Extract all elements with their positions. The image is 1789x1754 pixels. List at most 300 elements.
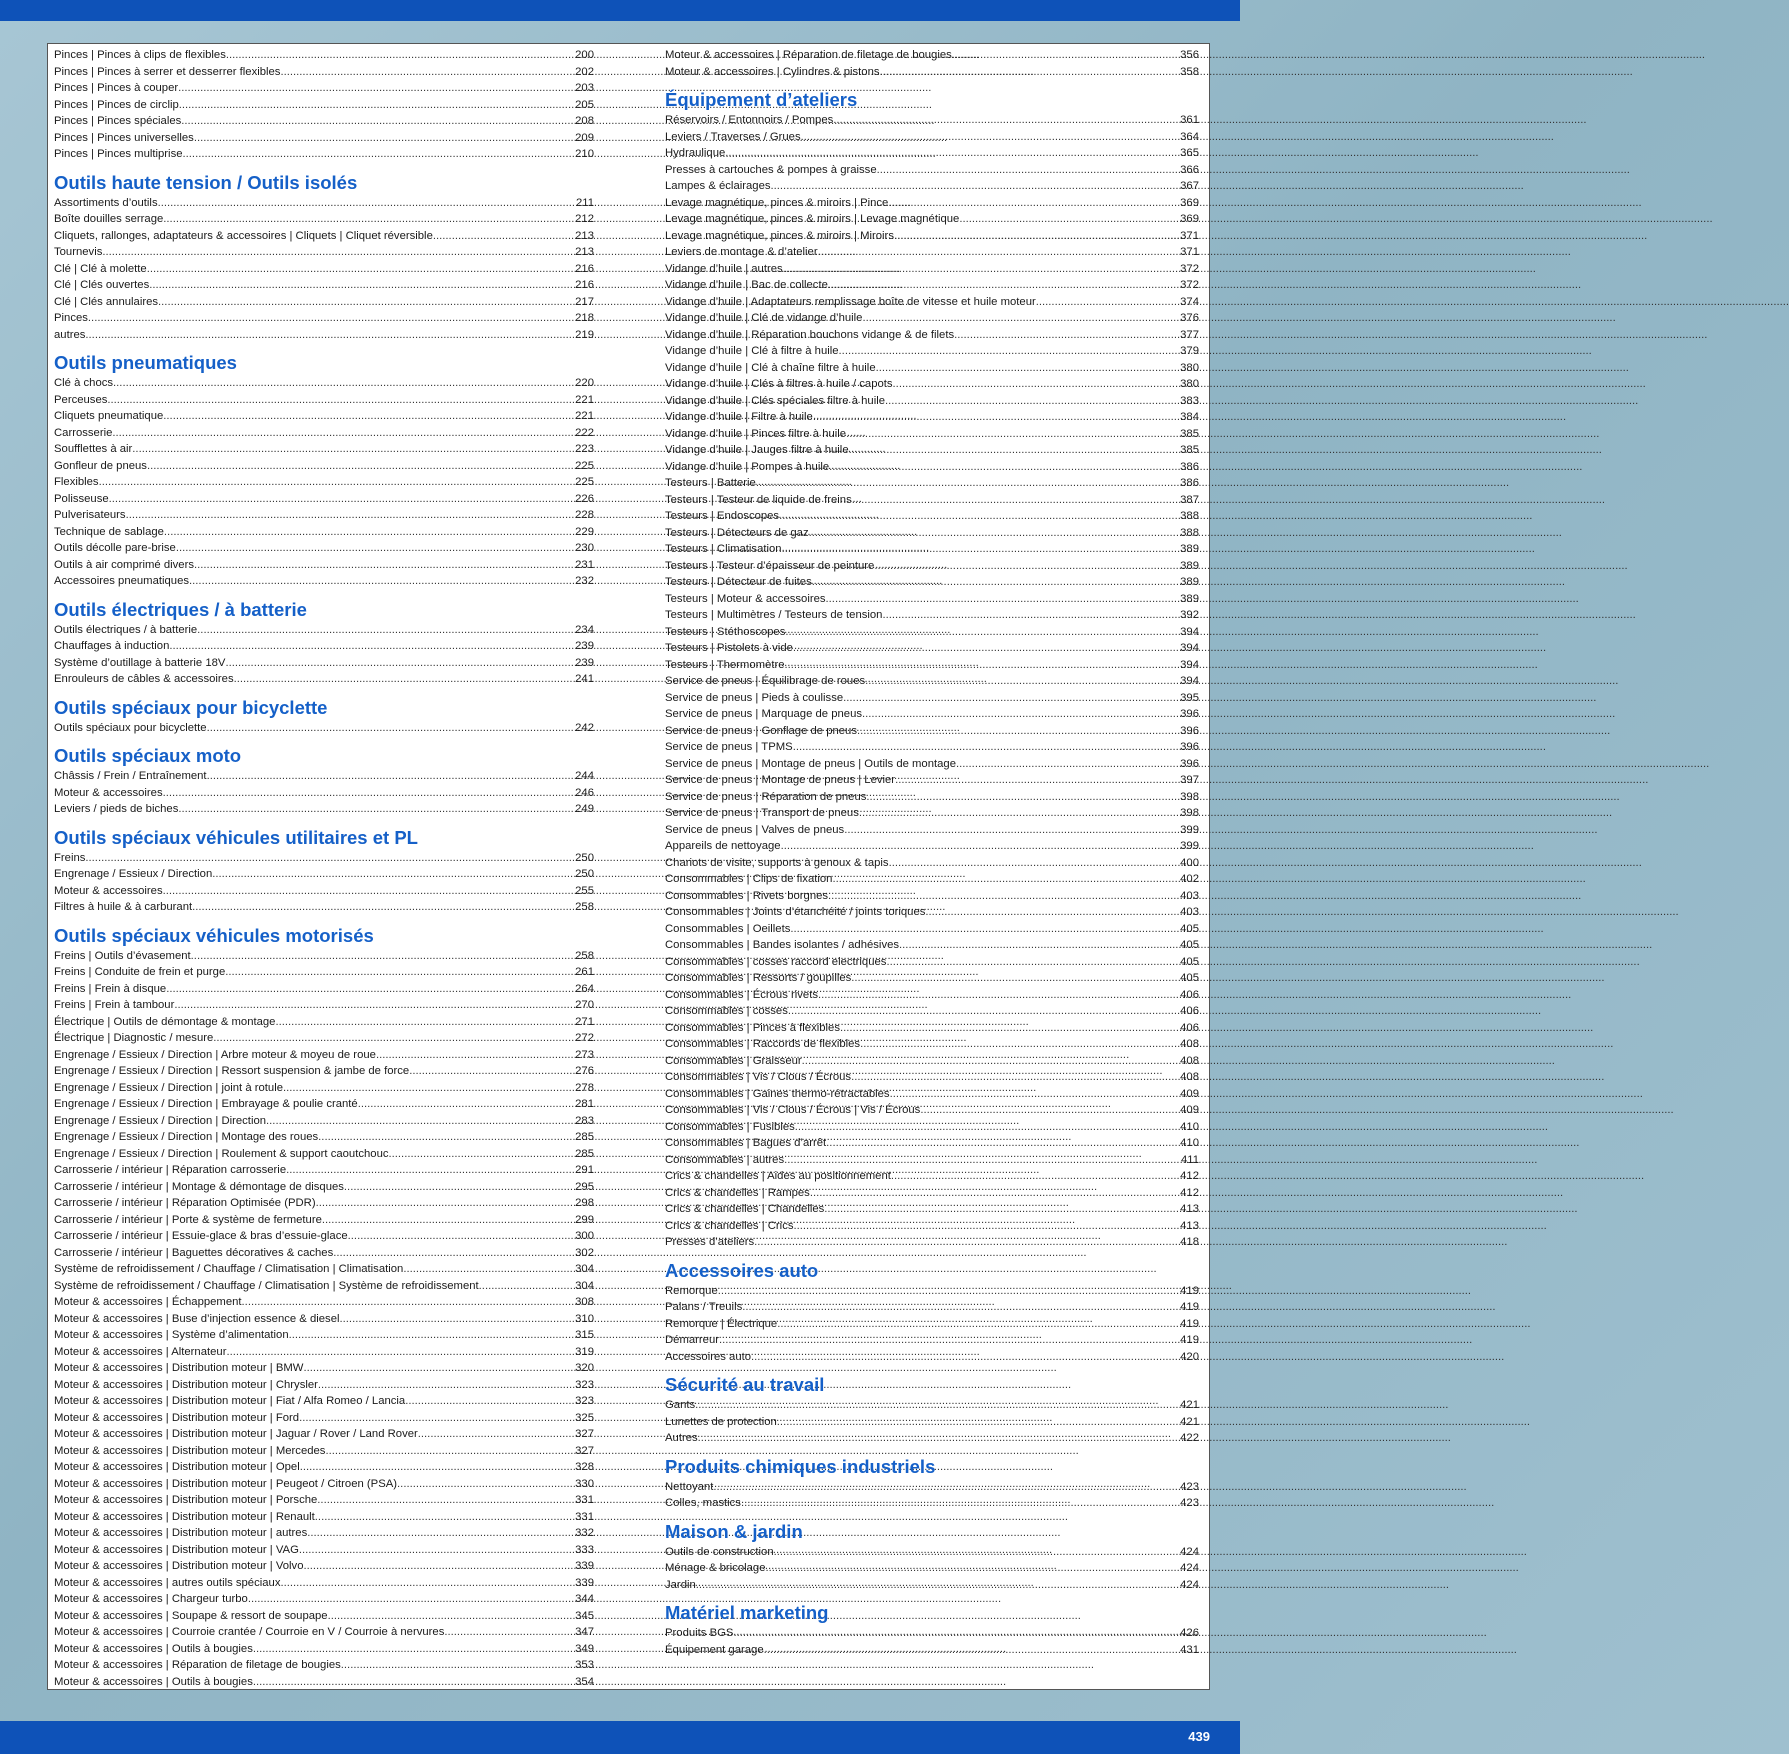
index-entry[interactable] — [665, 574, 1199, 591]
dot-leader — [179, 97, 575, 114]
dot-leader — [843, 690, 1180, 707]
index-entry[interactable] — [54, 638, 594, 655]
index-entry[interactable] — [54, 1624, 594, 1641]
index-entry[interactable] — [54, 1195, 594, 1212]
entry-label: Boîte douilles serrage — [54, 213, 164, 225]
index-entry[interactable] — [665, 904, 1199, 921]
entry-label: Moteur & accessoires | Soupape & ressort de soupape — [54, 1609, 328, 1622]
index-entry[interactable] — [665, 1135, 1199, 1152]
index-entry[interactable] — [665, 294, 1199, 311]
index-entry[interactable] — [665, 244, 1199, 261]
index-entry[interactable] — [665, 723, 1199, 740]
section-title: Outils spéciaux pour bicyclette — [54, 696, 328, 718]
index-entry[interactable] — [54, 1179, 594, 1196]
index-entry[interactable] — [54, 801, 594, 818]
entry-label: autres — [54, 328, 86, 341]
entry-page-number: 399 — [1180, 823, 1199, 836]
index-entry[interactable] — [665, 47, 1199, 64]
entry-page-number: 424 — [1180, 1578, 1199, 1591]
index-entry[interactable] — [665, 1003, 1199, 1020]
entry-page-number: 328 — [575, 1461, 594, 1473]
index-entry[interactable] — [665, 1414, 1199, 1431]
entry-page-number: 424 — [1180, 1545, 1199, 1558]
index-entry[interactable] — [54, 1030, 594, 1047]
entry-label: Perceuses — [54, 393, 108, 406]
dot-leader — [194, 130, 575, 147]
dot-leader — [741, 1495, 1180, 1512]
dot-leader — [765, 1560, 1180, 1577]
index-entry[interactable] — [54, 1129, 594, 1146]
index-entry[interactable] — [665, 162, 1199, 179]
entry-label: Testeurs | Détecteur de fuites — [665, 576, 812, 588]
index-entry[interactable] — [54, 1080, 594, 1097]
index-entry[interactable] — [54, 573, 594, 590]
index-entry[interactable] — [54, 948, 594, 965]
entry-page-number: 413 — [1180, 1203, 1199, 1215]
entry-page-number: 249 — [575, 803, 594, 815]
dot-leader — [1036, 294, 1180, 311]
dot-leader — [874, 558, 1180, 575]
entry-page-number: 379 — [1180, 345, 1199, 357]
dot-leader — [328, 1608, 576, 1625]
dot-leader — [213, 1030, 575, 1047]
entry-label: Châssis / Frein / Entraînement — [54, 770, 207, 782]
dot-leader — [793, 640, 1180, 657]
index-entry[interactable] — [54, 1063, 594, 1080]
index-entry[interactable] — [54, 294, 594, 311]
entry-page-number: 392 — [1180, 609, 1199, 621]
dot-leader — [191, 948, 575, 965]
index-entry[interactable] — [54, 981, 594, 998]
entry-label: Testeurs | Détecteurs de gaz — [665, 526, 809, 539]
dot-leader — [318, 1377, 575, 1394]
entry-label: Leviers de montage & d’atelier — [665, 246, 818, 258]
index-entry[interactable] — [54, 1360, 594, 1377]
index-entry[interactable] — [665, 1102, 1199, 1119]
index-entry[interactable] — [665, 1316, 1199, 1333]
index-entry[interactable] — [665, 756, 1199, 773]
index-entry[interactable] — [665, 1152, 1199, 1169]
index-entry[interactable] — [54, 557, 594, 574]
index-entry[interactable] — [665, 195, 1199, 212]
entry-label: Consommables | Raccords de flexibles — [665, 1038, 861, 1050]
entry-label: Consommables | Vis / Clous / Écrous | Vis / Écrous — [665, 1104, 921, 1116]
entry-label: Crics & chandelles | Chandelles — [665, 1203, 825, 1215]
entry-label: Consommables | Gaines thermo-rétractables — [665, 1087, 890, 1100]
index-entry[interactable] — [665, 706, 1199, 723]
index-entry[interactable] — [54, 1327, 594, 1344]
dot-leader — [286, 1162, 575, 1179]
index-entry[interactable] — [665, 376, 1199, 393]
index-entry[interactable] — [54, 1509, 594, 1526]
index-entry[interactable] — [665, 1185, 1199, 1202]
index-entry[interactable] — [665, 1086, 1199, 1103]
entry-label: Outils à air comprimé divers — [54, 558, 194, 571]
index-entry[interactable] — [54, 768, 594, 785]
dot-leader — [920, 1102, 1180, 1119]
index-entry[interactable] — [54, 1212, 594, 1229]
dot-leader — [169, 638, 575, 655]
index-entry[interactable] — [665, 261, 1199, 278]
index-entry[interactable] — [665, 789, 1199, 806]
index-entry[interactable] — [665, 409, 1199, 426]
index-entry[interactable] — [54, 1096, 594, 1113]
index-entry[interactable] — [54, 375, 594, 392]
index-entry[interactable] — [54, 277, 594, 294]
index-entry[interactable] — [665, 129, 1199, 146]
index-entry[interactable] — [665, 1430, 1199, 1447]
dot-leader — [893, 376, 1181, 393]
entry-page-number: 200 — [575, 49, 594, 61]
entry-page-number: 272 — [575, 1032, 594, 1044]
index-entry[interactable] — [54, 97, 594, 114]
index-entry[interactable] — [665, 871, 1199, 888]
index-entry[interactable] — [54, 228, 594, 245]
entry-label: Presses d’ateliers — [665, 1236, 755, 1248]
index-entry[interactable] — [665, 343, 1199, 360]
index-entry[interactable] — [665, 970, 1199, 987]
entry-page-number: 349 — [575, 1642, 594, 1655]
index-entry[interactable] — [54, 1674, 594, 1691]
index-entry[interactable] — [54, 1476, 594, 1493]
dot-leader — [163, 883, 576, 900]
index-entry[interactable] — [54, 1014, 594, 1031]
entry-page-number: 384 — [1180, 411, 1199, 423]
entry-label: Soufflettes à air — [54, 443, 133, 455]
entry-label: Clé | Clés ouvertes — [54, 279, 150, 291]
top-banner — [0, 0, 1240, 21]
index-entry[interactable] — [665, 558, 1199, 575]
index-entry[interactable] — [665, 1397, 1199, 1414]
entry-page-number: 408 — [1180, 1054, 1199, 1067]
entry-label: Pinces | Pinces à clips de flexibles — [54, 49, 226, 61]
dot-leader — [212, 866, 575, 883]
dot-leader — [174, 997, 575, 1014]
index-entry[interactable] — [54, 1245, 594, 1262]
dot-leader — [376, 1047, 575, 1064]
index-entry[interactable] — [54, 964, 594, 981]
index-entry[interactable] — [54, 474, 594, 491]
entry-label: Gants — [665, 1399, 696, 1411]
dot-leader — [242, 1294, 576, 1311]
entry-label: Chariots de visite, supports à genoux & tapis — [665, 856, 889, 869]
index-entry[interactable] — [665, 1577, 1199, 1594]
entry-label: Vidange d’huile | Pompes à huile — [665, 460, 830, 473]
page-number: 439 — [1188, 1729, 1210, 1744]
index-entry[interactable] — [665, 525, 1199, 542]
entry-page-number: 330 — [575, 1477, 594, 1490]
index-entry[interactable] — [54, 491, 594, 508]
index-entry[interactable] — [665, 607, 1199, 624]
index-entry[interactable] — [665, 673, 1199, 690]
entry-page-number: 222 — [575, 426, 594, 439]
index-entry[interactable] — [665, 772, 1199, 789]
dot-leader — [771, 178, 1181, 195]
index-entry[interactable] — [665, 855, 1199, 872]
entry-page-number: 356 — [1180, 49, 1199, 61]
entry-page-number: 387 — [1180, 493, 1199, 506]
index-entry[interactable] — [54, 540, 594, 557]
index-entry[interactable] — [665, 178, 1199, 195]
index-entry[interactable] — [665, 937, 1199, 954]
index-entry[interactable] — [54, 1261, 594, 1278]
index-entry[interactable] — [665, 393, 1199, 410]
index-entry[interactable] — [665, 475, 1199, 492]
index-entry[interactable] — [665, 145, 1199, 162]
dot-leader — [300, 1459, 575, 1476]
index-entry[interactable] — [54, 327, 594, 344]
index-entry[interactable] — [54, 1162, 594, 1179]
entry-label: Consommables | Pinces à flexibles — [665, 1021, 840, 1034]
index-entry[interactable] — [54, 80, 594, 97]
section-title: Outils électriques / à batterie — [54, 598, 307, 620]
dot-leader — [322, 1212, 575, 1229]
entry-page-number: 203 — [575, 82, 594, 94]
entry-page-number: 344 — [575, 1593, 594, 1605]
index-entry[interactable] — [665, 1332, 1199, 1349]
entry-label: Outils spéciaux pour bicyclette — [54, 721, 207, 734]
index-entry[interactable] — [54, 1525, 594, 1542]
dot-leader — [826, 1135, 1180, 1152]
entry-page-number: 276 — [575, 1065, 594, 1077]
index-entry[interactable] — [54, 1377, 594, 1394]
dot-leader — [226, 47, 575, 64]
index-entry[interactable] — [54, 883, 594, 900]
dot-leader — [818, 987, 1180, 1004]
index-entry[interactable] — [665, 657, 1199, 674]
index-entry[interactable] — [665, 838, 1199, 855]
index-entry[interactable] — [665, 1560, 1199, 1577]
index-entry[interactable] — [665, 426, 1199, 443]
entry-page-number: 339 — [575, 1560, 594, 1572]
index-entry[interactable] — [54, 1146, 594, 1163]
entry-page-number: 369 — [1180, 213, 1199, 225]
entry-page-number: 405 — [1180, 922, 1199, 935]
index-entry[interactable] — [665, 739, 1199, 756]
entry-page-number: 406 — [1180, 1021, 1199, 1034]
index-entry[interactable] — [665, 442, 1199, 459]
entry-label: Testeurs | Stéthoscopes — [665, 625, 786, 638]
index-entry[interactable] — [54, 866, 594, 883]
index-entry[interactable] — [54, 720, 594, 737]
entry-page-number: 396 — [1180, 724, 1199, 737]
index-entry[interactable] — [54, 1443, 594, 1460]
index-entry[interactable] — [54, 1492, 594, 1509]
index-entry[interactable] — [665, 822, 1199, 839]
entry-page-number: 250 — [575, 851, 594, 864]
index-entry[interactable] — [54, 1426, 594, 1443]
index-entry[interactable] — [54, 1641, 594, 1658]
index-entry[interactable] — [54, 195, 594, 212]
entry-label: Service de pneus | Transport de pneus — [665, 807, 859, 819]
index-entry[interactable] — [54, 1311, 594, 1328]
entry-page-number: 291 — [575, 1164, 594, 1176]
dot-leader — [891, 1168, 1180, 1185]
index-entry[interactable] — [54, 671, 594, 688]
dot-leader — [197, 622, 575, 639]
index-entry[interactable] — [665, 1642, 1199, 1659]
index-entry[interactable] — [54, 1410, 594, 1427]
index-entry[interactable] — [665, 1053, 1199, 1070]
index-entry[interactable] — [665, 1495, 1199, 1512]
section-title: Produits chimiques industriels — [665, 1455, 936, 1477]
index-entry[interactable] — [54, 408, 594, 425]
index-entry[interactable] — [665, 591, 1199, 608]
index-entry[interactable] — [54, 1113, 594, 1130]
entry-label: Moteur & accessoires | Distribution moteur | Porsche — [54, 1494, 318, 1506]
index-entry[interactable] — [665, 921, 1199, 938]
index-entry[interactable] — [665, 1479, 1199, 1496]
entry-page-number: 327 — [575, 1428, 594, 1440]
index-entry[interactable] — [665, 1625, 1199, 1642]
index-entry[interactable] — [54, 310, 594, 327]
index-entry[interactable] — [54, 261, 594, 278]
index-entry[interactable] — [665, 459, 1199, 476]
entry-page-number: 410 — [1180, 1120, 1199, 1133]
index-entry[interactable] — [665, 624, 1199, 641]
index-entry[interactable] — [54, 392, 594, 409]
index-entry[interactable] — [665, 112, 1199, 129]
index-entry[interactable] — [665, 1544, 1199, 1561]
index-entry[interactable] — [54, 64, 594, 81]
index-entry[interactable] — [54, 524, 594, 541]
dot-leader — [163, 211, 575, 228]
index-entry[interactable] — [54, 458, 594, 475]
index-entry[interactable] — [54, 1558, 594, 1575]
index-entry[interactable] — [54, 113, 594, 130]
entry-label: Pinces | Pinces de circlip — [54, 98, 179, 111]
index-entry[interactable] — [54, 130, 594, 147]
index-entry[interactable] — [665, 211, 1199, 228]
index-entry[interactable] — [665, 228, 1199, 245]
index-entry[interactable] — [54, 1575, 594, 1592]
index-entry[interactable] — [54, 622, 594, 639]
index-entry[interactable] — [665, 508, 1199, 525]
index-entry[interactable] — [54, 997, 594, 1014]
entry-label: Moteur & accessoires | Distribution moteur | Chrysler — [54, 1378, 318, 1391]
index-entry[interactable] — [54, 1459, 594, 1476]
index-entry[interactable] — [665, 310, 1199, 327]
index-entry[interactable] — [665, 1234, 1199, 1251]
dot-leader — [925, 904, 1180, 921]
index-entry[interactable] — [54, 146, 594, 163]
entry-page-number: 228 — [575, 509, 594, 521]
index-entry[interactable] — [54, 899, 594, 916]
index-entry[interactable] — [665, 492, 1199, 509]
index-entry[interactable] — [54, 785, 594, 802]
dot-leader — [299, 1542, 575, 1559]
entry-label: Clé | Clés annulaires — [54, 295, 159, 308]
entry-page-number: 331 — [575, 1494, 594, 1506]
entry-page-number: 358 — [1180, 65, 1199, 78]
dot-leader — [890, 1086, 1181, 1103]
dot-leader — [318, 1129, 575, 1146]
index-entry[interactable] — [54, 1047, 594, 1064]
dot-leader — [895, 772, 1180, 789]
index-entry[interactable] — [665, 1349, 1199, 1366]
dot-leader — [303, 1360, 575, 1377]
index-entry[interactable] — [665, 277, 1199, 294]
index-entry[interactable] — [665, 1299, 1199, 1316]
dot-leader — [782, 541, 1181, 558]
entry-label: Consommables | autres — [665, 1153, 785, 1166]
index-entry[interactable] — [665, 1020, 1199, 1037]
entry-label: Assortiments d’outils — [54, 196, 158, 209]
index-entry[interactable] — [54, 1278, 594, 1295]
index-entry[interactable] — [54, 1542, 594, 1559]
index-entry[interactable] — [665, 954, 1199, 971]
index-entry[interactable] — [665, 1283, 1199, 1300]
index-entry[interactable] — [665, 690, 1199, 707]
entry-label: Électrique | Diagnostic / mesure — [54, 1032, 214, 1044]
index-entry[interactable] — [665, 541, 1199, 558]
index-entry[interactable] — [54, 1344, 594, 1361]
entry-page-number: 220 — [575, 377, 594, 389]
index-entry[interactable] — [665, 1218, 1199, 1235]
entry-label: Crics & chandelles | Aides au positionnement — [665, 1170, 891, 1182]
index-entry[interactable] — [54, 244, 594, 261]
entry-page-number: 229 — [575, 525, 594, 538]
dot-leader — [418, 1426, 575, 1443]
index-entry[interactable] — [54, 1294, 594, 1311]
entry-label: Freins | Frein à tambour — [54, 999, 175, 1011]
index-entry[interactable] — [54, 1608, 594, 1625]
index-entry[interactable] — [54, 47, 594, 64]
dot-leader — [783, 261, 1180, 278]
index-entry[interactable] — [665, 360, 1199, 377]
index-entry[interactable] — [665, 1036, 1199, 1053]
index-entry[interactable] — [54, 1591, 594, 1608]
dot-leader — [959, 211, 1180, 228]
index-entry[interactable] — [54, 1393, 594, 1410]
index-entry[interactable] — [54, 425, 594, 442]
dot-leader — [781, 838, 1181, 855]
index-entry[interactable] — [665, 327, 1199, 344]
entry-page-number: 388 — [1180, 510, 1199, 522]
index-entry[interactable] — [665, 64, 1199, 81]
entry-label: Engrenage / Essieux / Direction | Embrayage & poulie cranté — [54, 1098, 358, 1110]
index-entry[interactable] — [665, 805, 1199, 822]
entry-page-number: 304 — [575, 1279, 594, 1292]
index-entry[interactable] — [665, 1069, 1199, 1086]
index-entry[interactable] — [54, 211, 594, 228]
index-entry[interactable] — [665, 640, 1199, 657]
index-entry[interactable] — [665, 1201, 1199, 1218]
entry-page-number: 380 — [1180, 361, 1199, 374]
dot-leader — [829, 459, 1180, 476]
entry-page-number: 364 — [1180, 130, 1199, 143]
index-entry[interactable] — [54, 507, 594, 524]
entry-label: Hydraulique — [665, 147, 726, 159]
entry-page-number: 216 — [575, 262, 594, 275]
index-entry[interactable] — [665, 987, 1199, 1004]
dot-leader — [317, 1492, 575, 1509]
index-entry[interactable] — [665, 1119, 1199, 1136]
dot-leader — [846, 426, 1180, 443]
index-entry[interactable] — [54, 850, 594, 867]
index-entry[interactable] — [54, 1228, 594, 1245]
dot-leader — [226, 1344, 575, 1361]
index-entry[interactable] — [665, 1168, 1199, 1185]
index-entry[interactable] — [665, 888, 1199, 905]
entry-label: Tournevis — [54, 246, 103, 258]
index-entry[interactable] — [54, 441, 594, 458]
entry-page-number: 411 — [1180, 1153, 1199, 1166]
entry-page-number: 242 — [575, 721, 594, 734]
index-entry[interactable] — [54, 1657, 594, 1674]
entry-page-number: 367 — [1180, 180, 1199, 192]
index-entry[interactable] — [54, 655, 594, 672]
